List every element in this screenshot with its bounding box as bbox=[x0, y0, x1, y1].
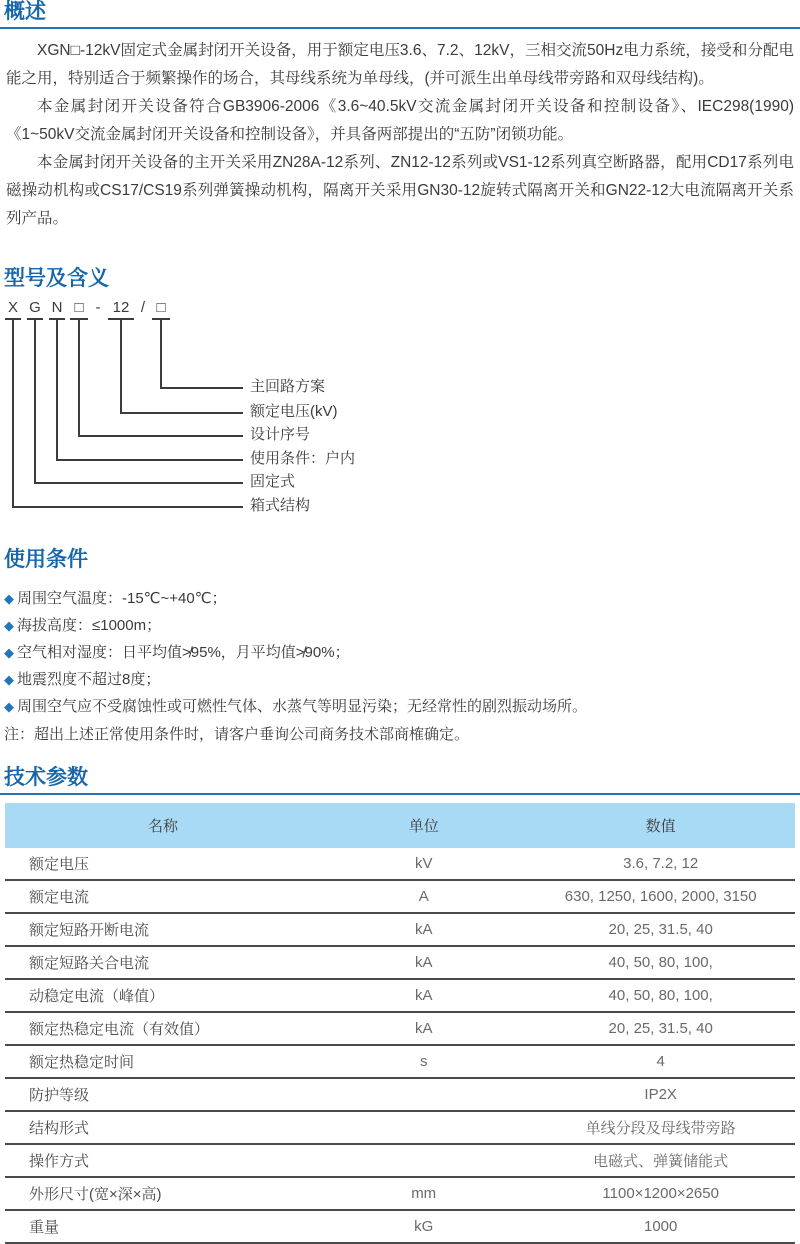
condition-text: 空气相对湿度：日平均值≯95%，月平均值≯90%； bbox=[17, 644, 350, 661]
model-label-design-serial: 设计序号 bbox=[250, 426, 311, 443]
model-char: G bbox=[27, 300, 43, 320]
param-name: 额定短路开断电流 bbox=[29, 922, 150, 939]
param-name: 重量 bbox=[29, 1219, 60, 1236]
parameters-table bbox=[5, 803, 795, 1244]
condition-item bbox=[4, 693, 800, 720]
model-char: 12 bbox=[108, 300, 134, 320]
overview-paragraph: 本金属封闭开关设备符合GB3906-2006《3.6~40.5kV交流金属封闭开关设备和控制设备》、IEC298(1990)《1~50kV交流金属封闭开关设备和控制设备》，并具备两部提出的“五防”闭锁功能。 bbox=[6, 98, 794, 143]
condition-item bbox=[4, 666, 800, 693]
param-value: 20, 25, 31.5, 40 bbox=[608, 921, 713, 938]
param-unit: kA bbox=[414, 1020, 433, 1037]
connector-line bbox=[34, 319, 36, 484]
param-value: 40, 50, 80, 100, bbox=[608, 954, 713, 971]
param-value: 电磁式、弹簧储能式 bbox=[593, 1153, 729, 1170]
param-unit: kG bbox=[414, 1218, 434, 1235]
table-row bbox=[5, 980, 795, 1013]
connector-line bbox=[120, 319, 122, 414]
connector-line bbox=[78, 319, 80, 437]
param-unit: kA bbox=[414, 987, 433, 1004]
section-title-conditions: 使用条件 bbox=[4, 548, 88, 571]
connector-line bbox=[160, 319, 162, 389]
column-header-unit: 单位 bbox=[408, 818, 439, 835]
model-label-fixed-type: 固定式 bbox=[250, 473, 296, 490]
model-char: X bbox=[5, 300, 21, 320]
param-unit: kV bbox=[414, 855, 433, 872]
model-char: / bbox=[140, 299, 146, 316]
table-row bbox=[5, 881, 795, 914]
model-designation-diagram bbox=[0, 300, 800, 532]
table-row bbox=[5, 1211, 795, 1244]
model-label-rated-voltage: 额定电压(kV) bbox=[250, 403, 338, 420]
param-name: 外形尺寸(宽×深×高) bbox=[29, 1186, 162, 1203]
param-name: 额定短路关合电流 bbox=[29, 955, 150, 972]
param-value: 4 bbox=[656, 1053, 665, 1070]
param-name: 防护等级 bbox=[29, 1087, 90, 1104]
model-char: N bbox=[49, 300, 65, 320]
connector-line bbox=[12, 319, 14, 508]
model-char: □ bbox=[152, 300, 170, 320]
table-row bbox=[5, 1013, 795, 1046]
condition-text: 地震烈度不超过8度； bbox=[17, 671, 161, 688]
condition-item bbox=[4, 585, 800, 612]
param-value: 20, 25, 31.5, 40 bbox=[608, 1020, 713, 1037]
connector-line bbox=[12, 506, 243, 508]
param-name: 额定电压 bbox=[29, 856, 90, 873]
diamond-bullet-icon: ◆ bbox=[4, 645, 14, 660]
overview-text bbox=[6, 37, 794, 233]
param-unit: kA bbox=[414, 954, 433, 971]
param-name: 额定热稳定时间 bbox=[29, 1054, 135, 1071]
conditions-section bbox=[0, 548, 800, 748]
param-unit: mm bbox=[411, 1185, 437, 1202]
model-char: □ bbox=[70, 300, 88, 320]
table-row bbox=[5, 1079, 795, 1112]
param-unit: kA bbox=[414, 921, 433, 938]
table-row bbox=[5, 947, 795, 980]
param-name: 操作方式 bbox=[29, 1153, 90, 1170]
param-unit: s bbox=[419, 1053, 428, 1070]
condition-text: 周围空气应不受腐蚀性或可燃性气体、水蒸气等明显污染；无经常性的剧烈振动场所。 bbox=[17, 698, 588, 715]
section-title-overview: 概述 bbox=[0, 0, 800, 29]
table-row bbox=[5, 1178, 795, 1211]
param-value: 3.6, 7.2, 12 bbox=[623, 855, 699, 872]
table-row bbox=[5, 1145, 795, 1178]
column-header-name: 名称 bbox=[147, 818, 178, 835]
param-value: 40, 50, 80, 100, bbox=[608, 987, 713, 1004]
parameters-section bbox=[0, 766, 800, 1244]
table-header-row bbox=[5, 803, 795, 848]
param-value: 单线分段及母线带旁路 bbox=[585, 1120, 736, 1137]
condition-item bbox=[4, 639, 800, 666]
table-row bbox=[5, 1046, 795, 1079]
param-value: 1100×1200×2650 bbox=[602, 1185, 719, 1202]
model-label-box-structure: 箱式结构 bbox=[250, 497, 311, 514]
connector-line bbox=[34, 482, 243, 484]
condition-note: 注：超出上述正常使用条件时，请客户垂询公司商务技术部商榷确定。 bbox=[4, 726, 470, 743]
conditions-list bbox=[4, 585, 800, 720]
model-label-service-condition: 使用条件：户内 bbox=[250, 450, 356, 467]
condition-text: 海拔高度：≤1000m； bbox=[17, 617, 162, 634]
param-name: 结构形式 bbox=[29, 1120, 90, 1137]
overview-paragraph: XGN□-12kV固定式金属封闭开关设备，用于额定电压3.6、7.2、12kV，三相交流50Hz电力系统，接受和分配电能之用，特别适合于频繁操作的场合，其母线系统为单母线，(并可派生出单母线带旁路和双母线结构)。 bbox=[6, 42, 794, 87]
diamond-bullet-icon: ◆ bbox=[4, 591, 14, 606]
table-row bbox=[5, 1112, 795, 1145]
connector-line bbox=[78, 435, 243, 437]
param-name: 动稳定电流（峰值） bbox=[29, 988, 165, 1005]
connector-line bbox=[120, 412, 243, 414]
model-section bbox=[0, 267, 800, 532]
param-name: 额定电流 bbox=[29, 889, 90, 906]
overview-paragraph: 本金属封闭开关设备的主开关采用ZN28A-12系列、ZN12-12系列或VS1-12系列真空断路器，配用CD17系列电磁操动机构或CS17/CS19系列弹簧操动机构，隔离开关采用GN30-12旋转式隔离开关和GN22-12大电流隔离开关系列产品。 bbox=[6, 154, 794, 227]
connector-line bbox=[56, 319, 58, 461]
diamond-bullet-icon: ◆ bbox=[4, 618, 14, 633]
section-title-parameters: 技术参数 bbox=[0, 766, 800, 795]
param-name: 额定热稳定电流（有效值） bbox=[29, 1021, 210, 1038]
column-header-value: 数值 bbox=[645, 818, 676, 835]
condition-item bbox=[4, 612, 800, 639]
table-row bbox=[5, 914, 795, 947]
param-value: 1000 bbox=[644, 1218, 678, 1235]
model-label-main-circuit: 主回路方案 bbox=[250, 378, 326, 395]
param-value: IP2X bbox=[644, 1086, 677, 1103]
connector-line bbox=[160, 387, 243, 389]
section-title-model: 型号及含义 bbox=[4, 267, 109, 290]
condition-text: 周围空气温度：-15℃~+40℃； bbox=[17, 590, 227, 607]
param-unit: A bbox=[418, 888, 429, 905]
connector-line bbox=[56, 459, 243, 461]
model-char: - bbox=[95, 299, 101, 316]
diamond-bullet-icon: ◆ bbox=[4, 672, 14, 687]
diamond-bullet-icon: ◆ bbox=[4, 699, 14, 714]
param-value: 630, 1250, 1600, 2000, 3150 bbox=[564, 888, 757, 905]
table-row bbox=[5, 848, 795, 881]
